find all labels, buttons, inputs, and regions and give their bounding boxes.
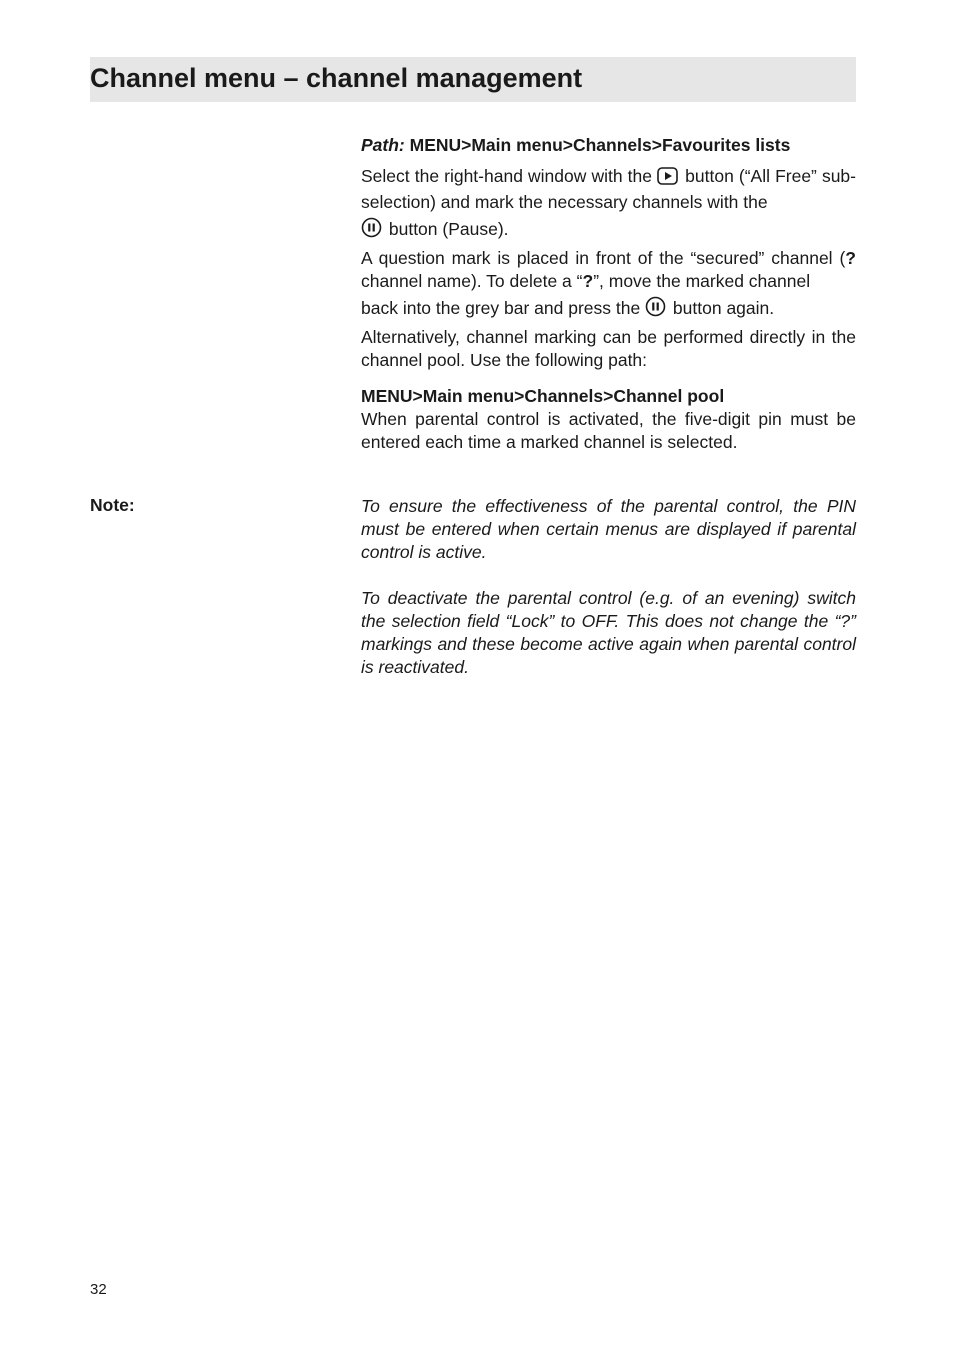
question-mark-symbol: ?: [845, 248, 856, 268]
note-text-2: To deactivate the parental control (e.g. of an evening) switch the selection field “Lock” to OFF. This does not change the “?” markings and these become active again when parental control is reactivated.: [361, 588, 856, 677]
pause-button-icon: [361, 217, 382, 247]
question-mark-part3: ”, move the marked channel: [593, 271, 811, 291]
pause-line: [361, 214, 856, 247]
title-bar: [90, 57, 856, 102]
question-mark-part1: A question mark is placed in front of the “secured” channel (: [361, 248, 846, 268]
question-mark-part2: channel name). To delete a “: [361, 271, 583, 291]
paragraph-parental-pin: When parental control is activated, the five-digit pin must be entered each time a marked channel is selected.: [361, 409, 856, 452]
path-label: Path:: [361, 135, 405, 155]
play-button-icon: [657, 167, 678, 191]
paragraph-select-part2: button (“All Free” sub-selection) and mark the necessary channels with the: [361, 166, 856, 212]
paragraph-select: [361, 165, 856, 214]
grey-bar-part2: button again.: [668, 298, 775, 318]
question-mark-symbol-2: ?: [582, 271, 594, 291]
page-number: 32: [90, 1281, 107, 1298]
page-title: Channel menu – channel management: [90, 63, 583, 93]
path-value: MENU>Main menu>Channels>Favourites lists: [404, 135, 791, 155]
paragraph-question-mark: [361, 247, 856, 293]
channel-pool-block: [361, 385, 856, 454]
grey-bar-line: [361, 293, 856, 326]
pause-button-icon: [645, 296, 666, 326]
channel-pool-path: MENU>Main menu>Channels>Channel pool: [361, 386, 725, 406]
menu-path: [361, 134, 856, 157]
paragraph-select-part3: button (Pause).: [384, 219, 509, 239]
grey-bar-part1: back into the grey bar and press the: [361, 298, 646, 318]
instructions-block: [361, 165, 856, 372]
paragraph-alternatively: Alternatively, channel marking can be performed directly in the channel pool. Use the following path:: [361, 327, 856, 370]
paragraph-select-part1: Select the right-hand window with the: [361, 166, 658, 186]
note-text-1: To ensure the effectiveness of the parental control, the PIN must be entered when certain menus are displayed if parental control is active.: [361, 496, 856, 562]
note-label: Note:: [90, 495, 135, 515]
